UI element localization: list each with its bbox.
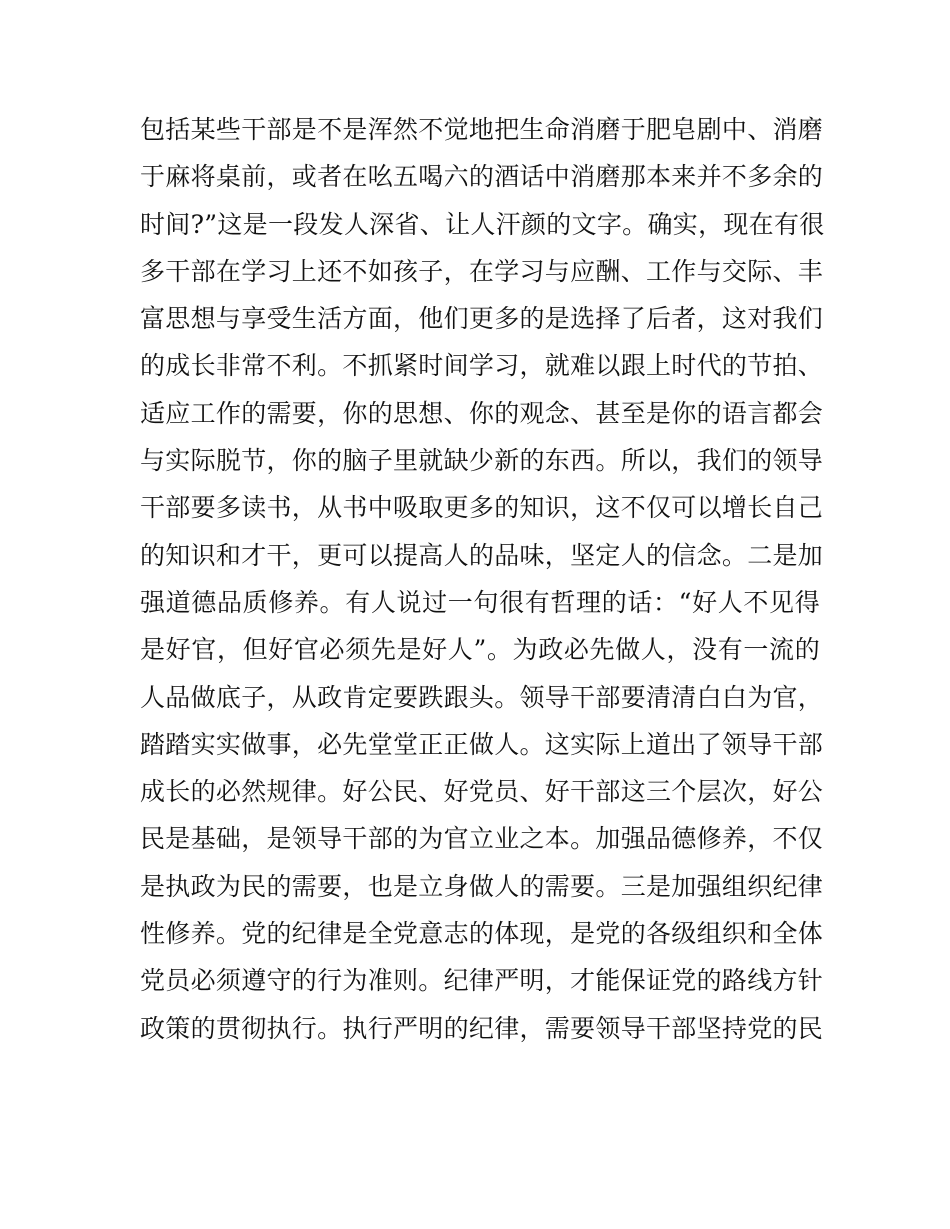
text-line: 与实际脱节，你的脑子里就缺少新的东西。所以，我们的领导 xyxy=(140,446,824,476)
text-line: 民是基础，是领导干部的为官立业之本。加强品德修养，不仅 xyxy=(140,824,824,854)
text-line: 党员必须遵守的行为准则。纪律严明，才能保证党的路线方针 xyxy=(140,966,824,996)
text-line: 强道德品质修养。有人说过一句很有哲理的话：“好人不见得 xyxy=(140,587,820,617)
text-line: 是好官，但好官必须先是好人”。为政必先做人，没有一流的 xyxy=(140,635,820,665)
text-line: 干部要多读书，从书中吸取更多的知识，这不仅可以增长自己 xyxy=(140,493,824,523)
text-line: 适应工作的需要，你的思想、你的观念、甚至是你的语言都会 xyxy=(140,398,824,428)
text-line: 是执政为民的需要，也是立身做人的需要。三是加强组织纪律 xyxy=(140,871,824,901)
text-line: 政策的贯彻执行。执行严明的纪律，需要领导干部坚持党的民 xyxy=(140,1013,824,1043)
text-line: 包括某些干部是不是浑然不觉地把生命消磨于肥皂剧中、消磨 xyxy=(140,115,824,144)
text-line: 的成长非常不利。不抓紧时间学习，就难以跟上时代的节拍、 xyxy=(140,351,824,381)
text-line: 性修养。党的纪律是全党意志的体现，是党的各级组织和全体 xyxy=(140,919,824,949)
text-line: 人品做底子，从政肯定要跌跟头。领导干部要清清白白为官， xyxy=(140,682,824,712)
body-text xyxy=(140,106,825,1052)
text-line: 富思想与享受生活方面，他们更多的是选择了后者，这对我们 xyxy=(140,304,824,334)
text-line: 的知识和才干，更可以提高人的品味，坚定人的信念。二是加 xyxy=(140,540,824,570)
text-line: 于麻将桌前，或者在吆五喝六的酒话中消磨那本来并不多余的 xyxy=(140,162,824,192)
text-line: 成长的必然规律。好公民、好党员、好干部这三个层次，好公 xyxy=(140,777,824,807)
text-line: 时间?”这是一段发人深省、让人汗颜的文字。确实，现在有很 xyxy=(140,209,825,239)
text-line: 多干部在学习上还不如孩子，在学习与应酬、工作与交际、丰 xyxy=(140,256,824,286)
text-line: 踏踏实实做事，必先堂堂正正做人。这实际上道出了领导干部 xyxy=(140,729,824,759)
